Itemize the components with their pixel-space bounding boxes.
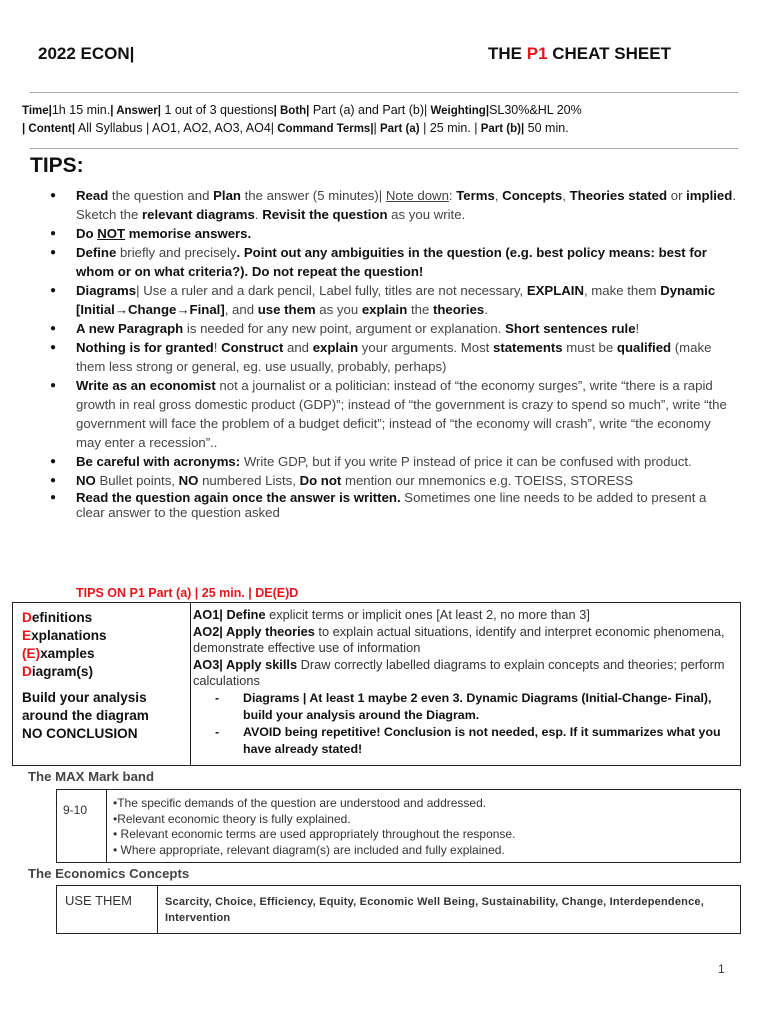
ao3-row: AO3| Apply skills Draw correctly labelled diagrams to explain concepts and theories; perform calculations <box>193 656 725 688</box>
tip-construct: ● Nothing is for granted! Construct and explain your arguments. Most statements must be qualified (make them less strong or general, eg. use usually, probably, perhaps) <box>48 338 736 376</box>
concepts-table <box>56 885 741 934</box>
descriptor-item: •Relevant economic theory is fully explained. <box>113 811 351 826</box>
part-b-meta-value: 50 min. <box>524 121 569 135</box>
build-analysis-note: Build your analysis around the diagram <box>22 690 149 723</box>
divider-top <box>30 92 738 93</box>
title-suffix: CHEAT SHEET <box>547 44 671 63</box>
mnemonic-explanations: Explanations <box>22 628 107 643</box>
tip-no-bullets: ● NO Bullet points, NO numbered Lists, Do not mention our mnemonics e.g. TOEISS, STORESS <box>48 471 736 490</box>
concepts-label: USE THEM <box>57 886 158 933</box>
tip-plan: ● Read the question and Plan the answer (5 minutes)| Note down: Terms, Concepts, Theories stated or implied. Sketch the relevant diagrams. Revisit the question as you write. <box>48 186 736 224</box>
descriptor-item: • Relevant economic terms are used appropriately throughout the response. <box>113 827 516 841</box>
no-conclusion-note: NO CONCLUSION <box>22 726 138 741</box>
mnemonic-definitions: Definitions <box>22 610 93 625</box>
dee-mnemonic <box>13 603 191 765</box>
time-value: 1h 15 min. <box>51 103 111 117</box>
part-b-meta-label: Part (b)| <box>477 123 525 135</box>
mnemonic-diagrams: Diagram(s) <box>22 664 94 679</box>
part-a-meta-sep: | <box>373 121 377 135</box>
mark-band-descriptors <box>113 796 733 858</box>
tips-list <box>48 186 736 520</box>
ao2-row: AO2| Apply theories to explain actual situations, identify and interpret economic phenomena, demonstrate effective use of information <box>193 623 725 655</box>
divider-meta <box>30 148 738 149</box>
time-label: Time| <box>22 105 52 117</box>
descriptor-item: • Where appropriate, relevant diagram(s) are included and fully explained. <box>113 842 505 857</box>
descriptor-item: •The specific demands of the question are understood and addressed. <box>113 796 487 810</box>
repetition-advice: - AVOID being repetitive! Conclusion is not needed, esp. If it summarizes what you have already stated! <box>193 724 733 758</box>
page-number: 1 <box>718 962 725 976</box>
command-label: Command Terms| <box>274 123 374 135</box>
tip-acronyms: ● Be careful with acronyms: Write GDP, but if you write P instead of price it can be confused with product. <box>48 452 736 471</box>
diagrams-advice: - Diagrams | At least 1 maybe 2 even 3. Dynamic Diagrams (Initial-Change- Final), build your analysis around the Diagram. <box>193 690 733 724</box>
concepts-heading: The Economics Concepts <box>28 866 190 881</box>
tip-paragraph: ● A new Paragraph is needed for any new point, argument or explanation. Short sentences rule! <box>48 319 736 338</box>
tip-reread: ● Read the question again once the answer is written. Sometimes one line needs to be added to present a clear answer to the question asked <box>48 490 736 520</box>
page-title-right <box>488 44 671 64</box>
part-a-meta-label: Part (a) <box>376 123 420 135</box>
mark-band-value: 9-10 <box>57 790 107 862</box>
weighting-value: SL30%&HL 20% <box>489 103 582 117</box>
concepts-list: Scarcity, Choice, Efficiency, Equity, Economic Well Being, Sustainability, Change, Interdependence, Intervention <box>165 896 704 924</box>
tips-heading: TIPS: <box>30 154 84 177</box>
both-label: | Both| <box>273 105 310 117</box>
assessment-objectives <box>193 607 733 758</box>
both-value: Part (a) and Part (b)| <box>309 103 428 117</box>
answer-value: 1 out of 3 questions <box>160 103 274 117</box>
title-prefix: THE <box>488 44 527 63</box>
title-accent: P1 <box>526 44 548 63</box>
max-mark-heading: The MAX Mark band <box>28 769 155 784</box>
ao1-row: AO1| Define explicit terms or implicit ones [At least 2, no more than 3] <box>193 607 590 622</box>
page-title-left: 2022 ECON| <box>38 44 135 63</box>
tip-diagrams: ● Diagrams| Use a ruler and a dark pencil, Label fully, titles are not necessary, EXPLAIN, make them Dynamic [Initial→Change→Final], and use them as you explain the theories. <box>48 281 736 319</box>
tip-memorise: ● Do NOT memorise answers. <box>48 224 736 243</box>
content-value: All Syllabus | AO1, AO2, AO3, AO4| <box>75 121 275 135</box>
max-mark-table <box>56 789 741 863</box>
mnemonic-examples: (E)xamples <box>22 646 95 661</box>
part-a-table <box>12 602 741 766</box>
part-a-heading: TIPS ON P1 Part (a) | 25 min. | DE(E)D <box>76 586 299 600</box>
content-label: | Content| <box>22 123 76 135</box>
part-a-meta-value: | 25 min. | <box>419 121 478 135</box>
tip-define: ● Define briefly and precisely. Point out any ambiguities in the question (e.g. best policy means: best for whom or on what criteria?). Do not repeat the question! <box>48 243 736 281</box>
tip-economist: ● Write as an economist not a journalist or a politician: instead of “the economy surges”, write “there is a rapid growth in real gross domestic product (GDP)”; instead of “the government is crazy to spend so much”, write “the government will face the problem of a budget deficit”; instead of “the economy will crash”, write “the economy may enter a recession”.. <box>48 376 736 452</box>
weighting-label: Weighting| <box>427 105 490 117</box>
answer-label: | Answer| <box>110 105 161 117</box>
exam-info <box>22 102 752 138</box>
